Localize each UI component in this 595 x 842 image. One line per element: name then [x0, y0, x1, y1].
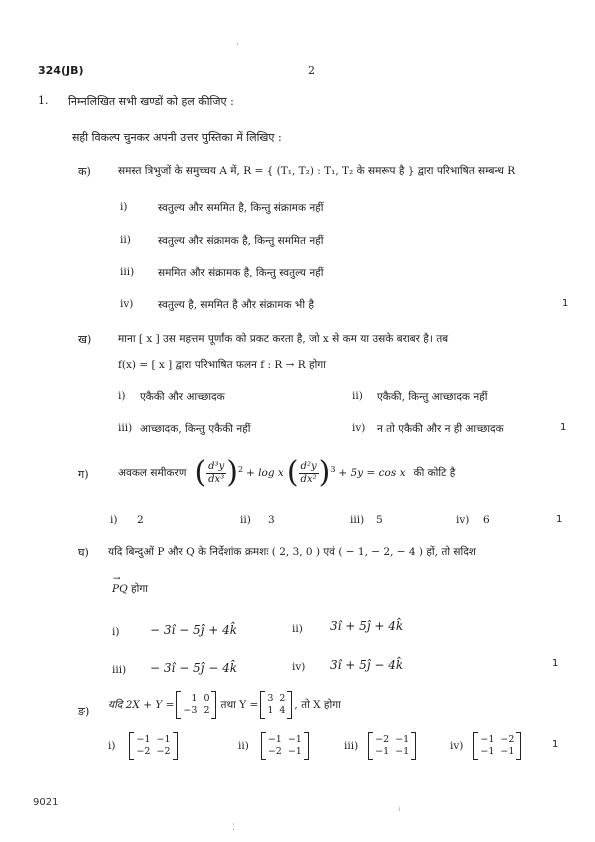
matrix-cell: −1	[500, 746, 515, 757]
part-k-option-num: iv)	[120, 298, 134, 310]
part-kh-option-text: आच्छादक, किन्तु एकैकी नहीं	[140, 423, 251, 435]
part-ng-option-num: iii)	[344, 740, 359, 752]
vector-pq	[112, 574, 128, 595]
part-k-label: क)	[78, 165, 91, 178]
part-g-equation	[118, 452, 455, 494]
part-kh-marks: 1	[560, 422, 567, 433]
part-g-option-text: 5	[376, 514, 383, 526]
part-gh-option-text: − 3î − 5ĵ − 4k̂	[150, 661, 237, 675]
left-paren: (	[194, 455, 207, 490]
part-k-option-text: स्वतुल्य है, सममित है और संक्रामक भी है	[158, 299, 314, 311]
exponent: 3	[330, 464, 336, 474]
part-gh-option-num: ii)	[292, 623, 303, 635]
option-matrix	[368, 732, 416, 760]
scan-mark: ·	[236, 40, 239, 50]
part-g-stem-prefix: अवकल समीकरण	[118, 467, 187, 479]
part-gh-marks: 1	[552, 658, 559, 669]
question-instruction: निम्नलिखित सभी खण्डों को हल कीजिए :	[68, 95, 234, 108]
matrix-cell: −1	[287, 746, 302, 757]
part-ng-option	[238, 731, 309, 761]
part-k-stem: समस्त त्रिभुजों के समुच्चय A में, R = { (T₁, T₂) : T₁, T₂ के समरूप है } द्वारा परिभाषित सम्बन्ध R	[118, 165, 516, 177]
bracket-right	[411, 732, 416, 760]
matrix-cell: −1	[480, 746, 495, 757]
scan-mark: ʲ	[398, 806, 401, 816]
part-kh-option-text: एकैकी और आच्छादक	[140, 391, 225, 403]
part-gh-option-num: iii)	[112, 664, 127, 676]
part-g-option-num: iv)	[456, 514, 470, 526]
part-kh-option-num: i)	[118, 390, 126, 402]
question-number: 1.	[38, 94, 49, 107]
paper-code: 324(JB)	[38, 64, 84, 77]
scan-mark: ⁚	[232, 823, 235, 833]
part-kh-label: ख)	[78, 333, 92, 346]
exponent: 2	[237, 464, 244, 474]
fraction-d2y-dx2	[299, 461, 319, 486]
matrix-cell: 0	[203, 693, 210, 704]
part-kh-stem-line1: माना [ x ] उस महत्तम पूर्णांक को प्रकट करता है, जो x से कम या उसके बराबर है। तब	[118, 333, 449, 345]
option-matrix	[261, 732, 309, 760]
matrix-cell: −1	[395, 746, 410, 757]
fraction-d3y-dx3	[206, 461, 226, 486]
matrix-cell: −1	[287, 734, 302, 745]
bracket-right	[304, 732, 309, 760]
part-k-option-text: स्वतुल्य और सममित है, किन्तु संक्रामक नहीं	[158, 202, 324, 214]
part-g-option-text: 2	[137, 514, 144, 526]
part-kh-option-num: iv)	[352, 422, 366, 434]
right-paren: )	[318, 455, 331, 490]
part-k-option-text: स्वतुल्य और संक्रामक है, किन्तु सममित नहीं	[158, 235, 324, 247]
matrix-2x-plus-y	[176, 691, 216, 719]
fraction-numerator: d³y	[208, 460, 225, 472]
part-kh-option-num: ii)	[352, 390, 363, 402]
footer-code: 9021	[33, 797, 59, 808]
part-g-option-text: 3	[268, 514, 275, 526]
bracket-right	[173, 732, 178, 760]
bracket-right	[287, 691, 292, 719]
part-gh-stem-line1: यदि बिन्दुओं P और Q के निर्देशांक क्रमशः ( 2, 3, 0 ) एवं ( − 1, − 2, − 4 ) हों, तो सदिश	[108, 546, 476, 558]
option-matrix	[473, 732, 521, 760]
matrix-cell: −1	[136, 734, 151, 745]
part-g-option-text: 6	[483, 514, 490, 526]
part-gh-stem-line2-row	[112, 574, 148, 596]
option-matrix	[129, 732, 177, 760]
part-ng-option	[450, 731, 521, 761]
matrix-cell: −3	[183, 705, 198, 716]
bracket-right	[516, 732, 521, 760]
log-term: + log x	[246, 467, 284, 479]
part-g-option-num: i)	[110, 514, 118, 526]
part-kh-option-text: न तो एकैकी और न ही आच्छादक	[377, 423, 504, 435]
matrix-cell: 2	[279, 693, 286, 704]
part-ng-option	[108, 731, 178, 761]
fraction-denominator: dx³	[208, 473, 225, 485]
part-k-marks: 1	[562, 298, 569, 309]
vector-arrow-icon: →	[113, 574, 121, 584]
matrix-cell: −2	[136, 746, 151, 757]
matrix-cell: 2	[203, 705, 210, 716]
right-paren: )	[226, 455, 238, 490]
part-g-label: ग)	[78, 468, 89, 481]
equation-tail: + 5y = cos x	[338, 467, 406, 479]
part-g-option-num: ii)	[240, 514, 251, 526]
part-gh-option-text: − 3î − 5ĵ + 4k̂	[150, 623, 237, 637]
bracket-right	[211, 691, 216, 719]
matrix-cell: −1	[156, 734, 171, 745]
vector-label: PQ	[112, 583, 128, 595]
part-ng-stem-suffix: , तो X होगा	[294, 699, 341, 711]
left-paren: (	[286, 455, 299, 490]
part-gh-stem-line2: होगा	[131, 583, 148, 595]
part-g-option-num: iii)	[350, 514, 365, 526]
matrix-cell: −2	[267, 746, 282, 757]
matrix-cell: −2	[500, 734, 515, 745]
part-k-option-num: i)	[120, 201, 128, 213]
part-g-marks: 1	[556, 514, 563, 525]
matrix-cell: 1	[191, 693, 198, 704]
part-kh-option-num: iii)	[118, 422, 133, 434]
part-ng-marks: 1	[552, 739, 559, 750]
fraction-numerator: d²y	[300, 460, 317, 472]
matrix-cell: −2	[156, 746, 171, 757]
part-gh-option-text: 3î + 5ĵ − 4k̂	[330, 658, 404, 672]
part-gh-label: घ)	[78, 546, 89, 559]
part-gh-option-text: 3î + 5ĵ + 4k̂	[330, 619, 404, 633]
part-ng-option	[344, 731, 416, 761]
part-k-option-num: iii)	[120, 266, 135, 278]
part-ng-option-num: ii)	[238, 740, 249, 752]
part-k-option-text: सममित और संक्रामक है, किन्तु स्वतुल्य नहीं	[158, 267, 324, 279]
page-number: 2	[308, 64, 315, 77]
part-k-option-num: ii)	[120, 234, 131, 246]
part-ng-stem-prefix: यदि 2X + Y =	[108, 699, 175, 711]
part-ng-option-num: i)	[108, 740, 116, 752]
part-ng-label: ङ)	[78, 705, 90, 718]
matrix-cell: −1	[480, 734, 495, 745]
matrix-cell: −2	[375, 734, 390, 745]
matrix-cell: −1	[267, 734, 282, 745]
matrix-cell: 3	[267, 693, 274, 704]
part-ng-stem-mid: तथा Y =	[220, 699, 259, 711]
part-kh-stem-line2: f(x) = [ x ] द्वारा परिभाषित फलन f : R → R होगा	[118, 359, 326, 371]
matrix-y	[260, 691, 292, 719]
matrix-cell: −1	[395, 734, 410, 745]
part-gh-option-num: i)	[112, 626, 120, 638]
matrix-cell: 4	[279, 705, 286, 716]
fraction-denominator: dx²	[300, 473, 317, 485]
question-sub-instruction: सही विकल्प चुनकर अपनी उत्तर पुस्तिका में लिखिए :	[72, 131, 282, 144]
matrix-cell: −1	[375, 746, 390, 757]
part-kh-option-text: एकैकी, किन्तु आच्छादक नहीं	[377, 391, 488, 403]
part-gh-option-num: iv)	[292, 661, 306, 673]
matrix-cell: 1	[267, 705, 274, 716]
part-ng-stem	[108, 690, 341, 720]
part-ng-option-num: iv)	[450, 740, 464, 752]
part-g-stem-suffix: की कोटि है	[413, 467, 456, 479]
